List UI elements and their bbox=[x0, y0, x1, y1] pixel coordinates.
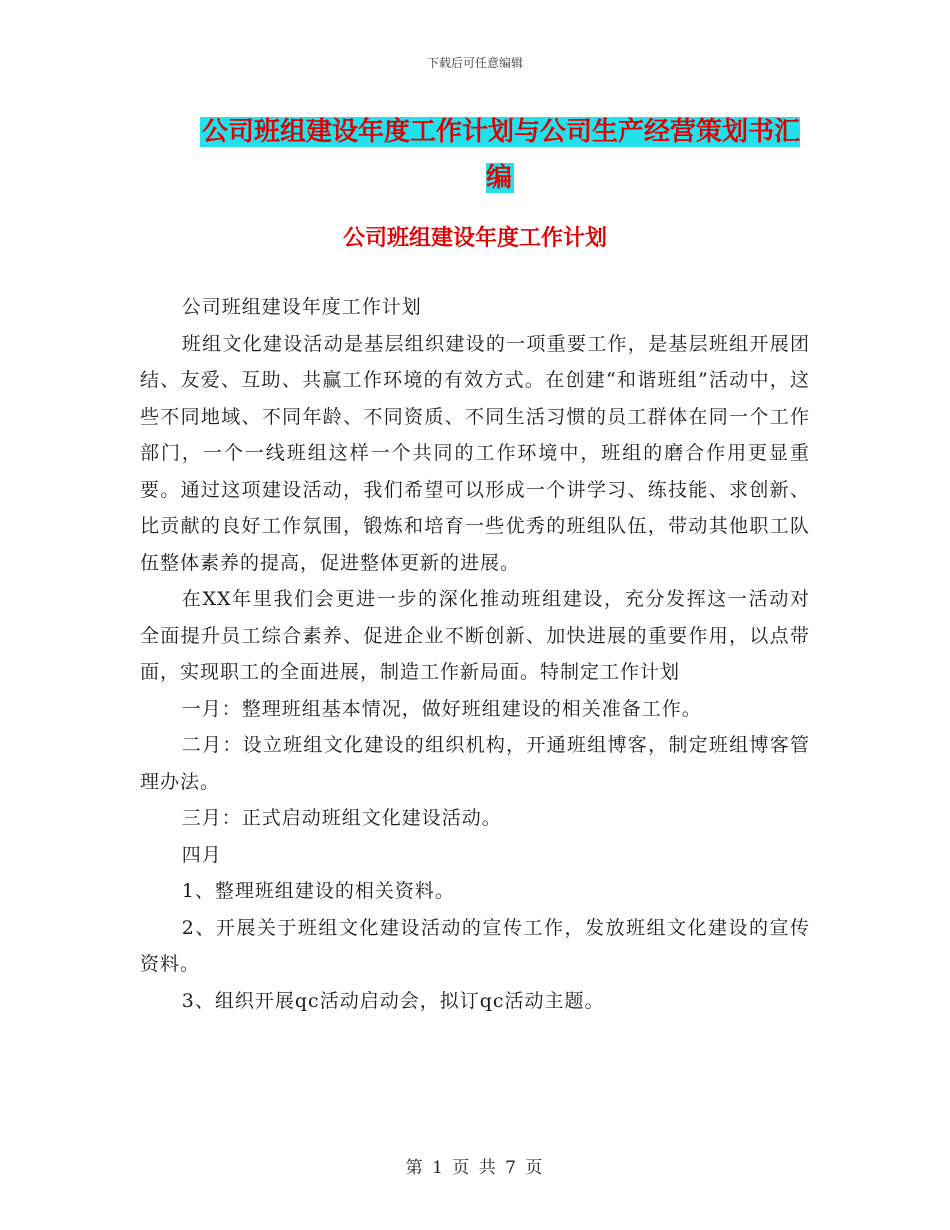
paragraph: 一月：整理班组基本情况，做好班组建设的相关准备工作。 bbox=[181, 697, 702, 720]
paragraph: 3、组织开展qc活动启动会，拟订qc活动主题。 bbox=[181, 989, 605, 1012]
document-body bbox=[140, 289, 810, 1019]
paragraph: 二月：设立班组文化建设的组织机构，开通班组博客，制定班组博客管理办法。 bbox=[140, 734, 810, 793]
paragraph: 在XX年里我们会更进一步的深化推动班组建设，充分发挥这一活动对全面提升员工综合素养、促进企业不断创新、加快进展的重要作用，以点带面，实现职工的全面进展，制造工作新局面。特制定工作计划 bbox=[140, 588, 810, 683]
paragraph: 三月：正式启动班组文化建设活动。 bbox=[181, 807, 502, 829]
page-footer: 第 1 页 共 7 页 bbox=[405, 1158, 545, 1178]
section-title: 公司班组建设年度工作计划 bbox=[342, 226, 607, 251]
paragraph: 四月 bbox=[181, 843, 222, 866]
paragraph: 公司班组建设年度工作计划 bbox=[181, 296, 422, 318]
paragraph: 班组文化建设活动是基层组织建设的一项重要工作，是基层班组开展团结、友爱、互助、共赢工作环境的有效方式。在创建“和谐班组”活动中，这些不同地域、不同年龄、不同资质、不同生活习惯的员工群体在同一个工作部门，一个一线班组这样一个共同的工作环境中，班组的磨合作用更显重要。通过这项建设活动，我们希望可以形成一个讲学习、练技能、求创新、比贡献的良好工作氛围，锻炼和培育一些优秀的班组队伍，带动其他职工队伍整体素养的提高，促进整体更新的进展。 bbox=[140, 332, 810, 574]
document-title-text: 公司班组建设年度工作计划与公司生产经营策划书汇编 bbox=[201, 117, 800, 193]
paragraph: 1、整理班组建设的相关资料。 bbox=[181, 880, 455, 902]
paragraph: 2、开展关于班组文化建设活动的宣传工作，发放班组文化建设的宣传资料。 bbox=[140, 916, 810, 975]
header-note: 下载后可任意编辑 bbox=[426, 56, 523, 70]
document-title bbox=[190, 109, 810, 201]
